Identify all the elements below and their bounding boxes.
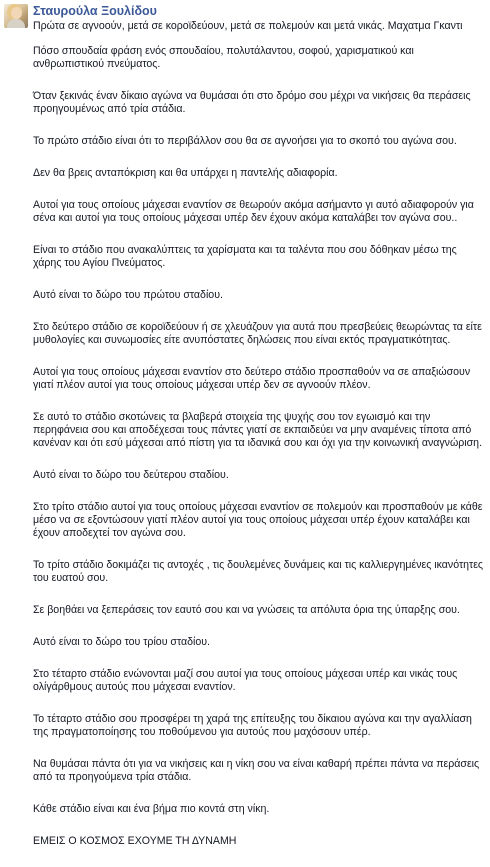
author-name-link[interactable]: Σταυρούλα Ξουλίδου	[33, 4, 157, 18]
post-paragraph: Κάθε στάδιο είναι και ένα βήμα πιο κοντά στη νίκη.	[33, 803, 270, 815]
post-paragraph: Αυτοί για τους οποίους μάχεσαι εναντίον στο δεύτερο στάδιο προσπαθούν να σε απαξιώσουν γιατί πλέον αυτοί για τους οποίους μάχεσαι υπέρ δεν σε αγνοούν πλέον.	[33, 366, 471, 391]
post-paragraph: Σε βοηθάει να ξεπεράσεις τον εαυτό σου και να γνώσεις τα απόλυτα όρια της ύπαρξης σου.	[33, 604, 460, 616]
post-closing-line: ΕΜΕΙΣ Ο ΚΟΣΜΟΣ ΕΧΟΥΜΕ ΤΗ ΔΥΝΑΜΗ	[33, 835, 237, 847]
author-avatar[interactable]	[4, 4, 28, 28]
post-paragraph: Αυτό είναι το δώρο του δεύτερου σταδίου.	[33, 469, 229, 481]
post-paragraph: Στο δεύτερο στάδιο σε κοροϊδεύουν ή σε χλευάζουν για αυτά που πρεσβεύεις θεωρώντας τα είτε μυθολογίες και συνωμοσίες είτε ανυπόστατες δηλώσεις που είναι εκτός πραγματικότητας.	[33, 321, 482, 346]
post-paragraph: Αυτοί για τους οποίους μάχεσαι εναντίον σε θεωρούν ακόμα ασήμαντο γι αυτό αδιαφορούν για σένα και αυτοί για τους οποίους μάχεσαι υπέρ δεν έχουν ακόμα καταλάβει τον αγώνα σου..	[33, 199, 474, 224]
post-body	[33, 20, 485, 867]
post-paragraph: Δεν θα βρεις ανταπόκριση και θα υπάρχει η παντελής αδιαφορία.	[33, 167, 338, 179]
post-paragraph: Σε αυτό το στάδιο σκοτώνεις τα βλαβερά στοιχεία της ψυχής σου τον εγωισμό και την περηφάνεια σου και αποδέχεσαι τους πάντες γιατί σε εκπαιδεύει να μην αναμένεις τίποτα από κανέναν και ότι εσύ μάχεσαι από πίστη για τα ιδανικά σου και όχι για την κοινωνική αναγνώριση.	[33, 411, 483, 449]
post-paragraph: Αυτό είναι το δώρο του πρώτου σταδίου.	[33, 289, 223, 301]
post-paragraph: Πρώτα σε αγνοούν, μετά σε κοροϊδεύουν, μετά σε πολεμούν και μετά νικάς. Μαχατμα Γκαντι	[33, 20, 463, 32]
post-paragraph: Να θυμάσαι πάντα ότι για να νικήσεις και η νίκη σου να είναι καθαρή πρέπει πάντα να περάσεις από τα προηγούμενα τρία στάδια.	[33, 758, 480, 783]
post-paragraph: Είναι το στάδιο που ανακαλύπτεις τα χαρίσματα και τα ταλέντα που σου δόθηκαν μέσω της χάρης του Αγίου Πνεύματος.	[33, 244, 457, 269]
post-paragraph: Το τέταρτο στάδιο σου προσφέρει τη χαρά της επίτευξης του δίκαιου αγώνα και την αγαλλίαση της πραγματοποίησης του ποθούμενου για αυτούς που μαχόσουν υπέρ.	[33, 713, 472, 738]
post-paragraph: Στο τρίτο στάδιο αυτοί για τους οποίους μάχεσαι εναντίον σε πολεμούν και προσπαθούν με κάθε μέσο να σε εξοντώσουν γιατί πλέον αυτοί για τους οποίους μάχεσαι υπέρ έχουν καταλάβει και έχουν αποδεχτεί τον αγώνα σου.	[33, 501, 483, 539]
post-paragraph: Αυτό είναι το δώρο του τρίου σταδίου.	[33, 636, 211, 648]
post-paragraph: Το τρίτο στάδιο δοκιμάζει τις αντοχές , τις δουλεμένες δυνάμεις και τις καλλιεργημένες ικανότητες του ευατού σου.	[33, 559, 484, 584]
post-paragraph: Όταν ξεκινάς έναν δίκαιο αγώνα να θυμάσαι ότι στο δρόμο σου μέχρι να νικήσεις θα περάσεις προηγουμένως από τρία στάδια.	[33, 90, 471, 115]
post-paragraph: Το πρώτο στάδιο είναι ότι το περιβάλλον σου θα σε αγνοήσει για το σκοπό του αγώνα σου.	[33, 135, 457, 147]
post-paragraph: Πόσο σπουδαία φράση ενός σπουδαίου, πολυτάλαντου, σοφού, χαρισματικού και ανθρωπιστικού πνεύματος.	[33, 45, 414, 70]
post-paragraph: Στο τέταρτο στάδιο ενώνονται μαζί σου αυτοί για τους οποίους μάχεσαι υπέρ και νικάς τους ολίγάρθμους αυτούς που μάχεσαι εναντίον.	[33, 668, 458, 693]
